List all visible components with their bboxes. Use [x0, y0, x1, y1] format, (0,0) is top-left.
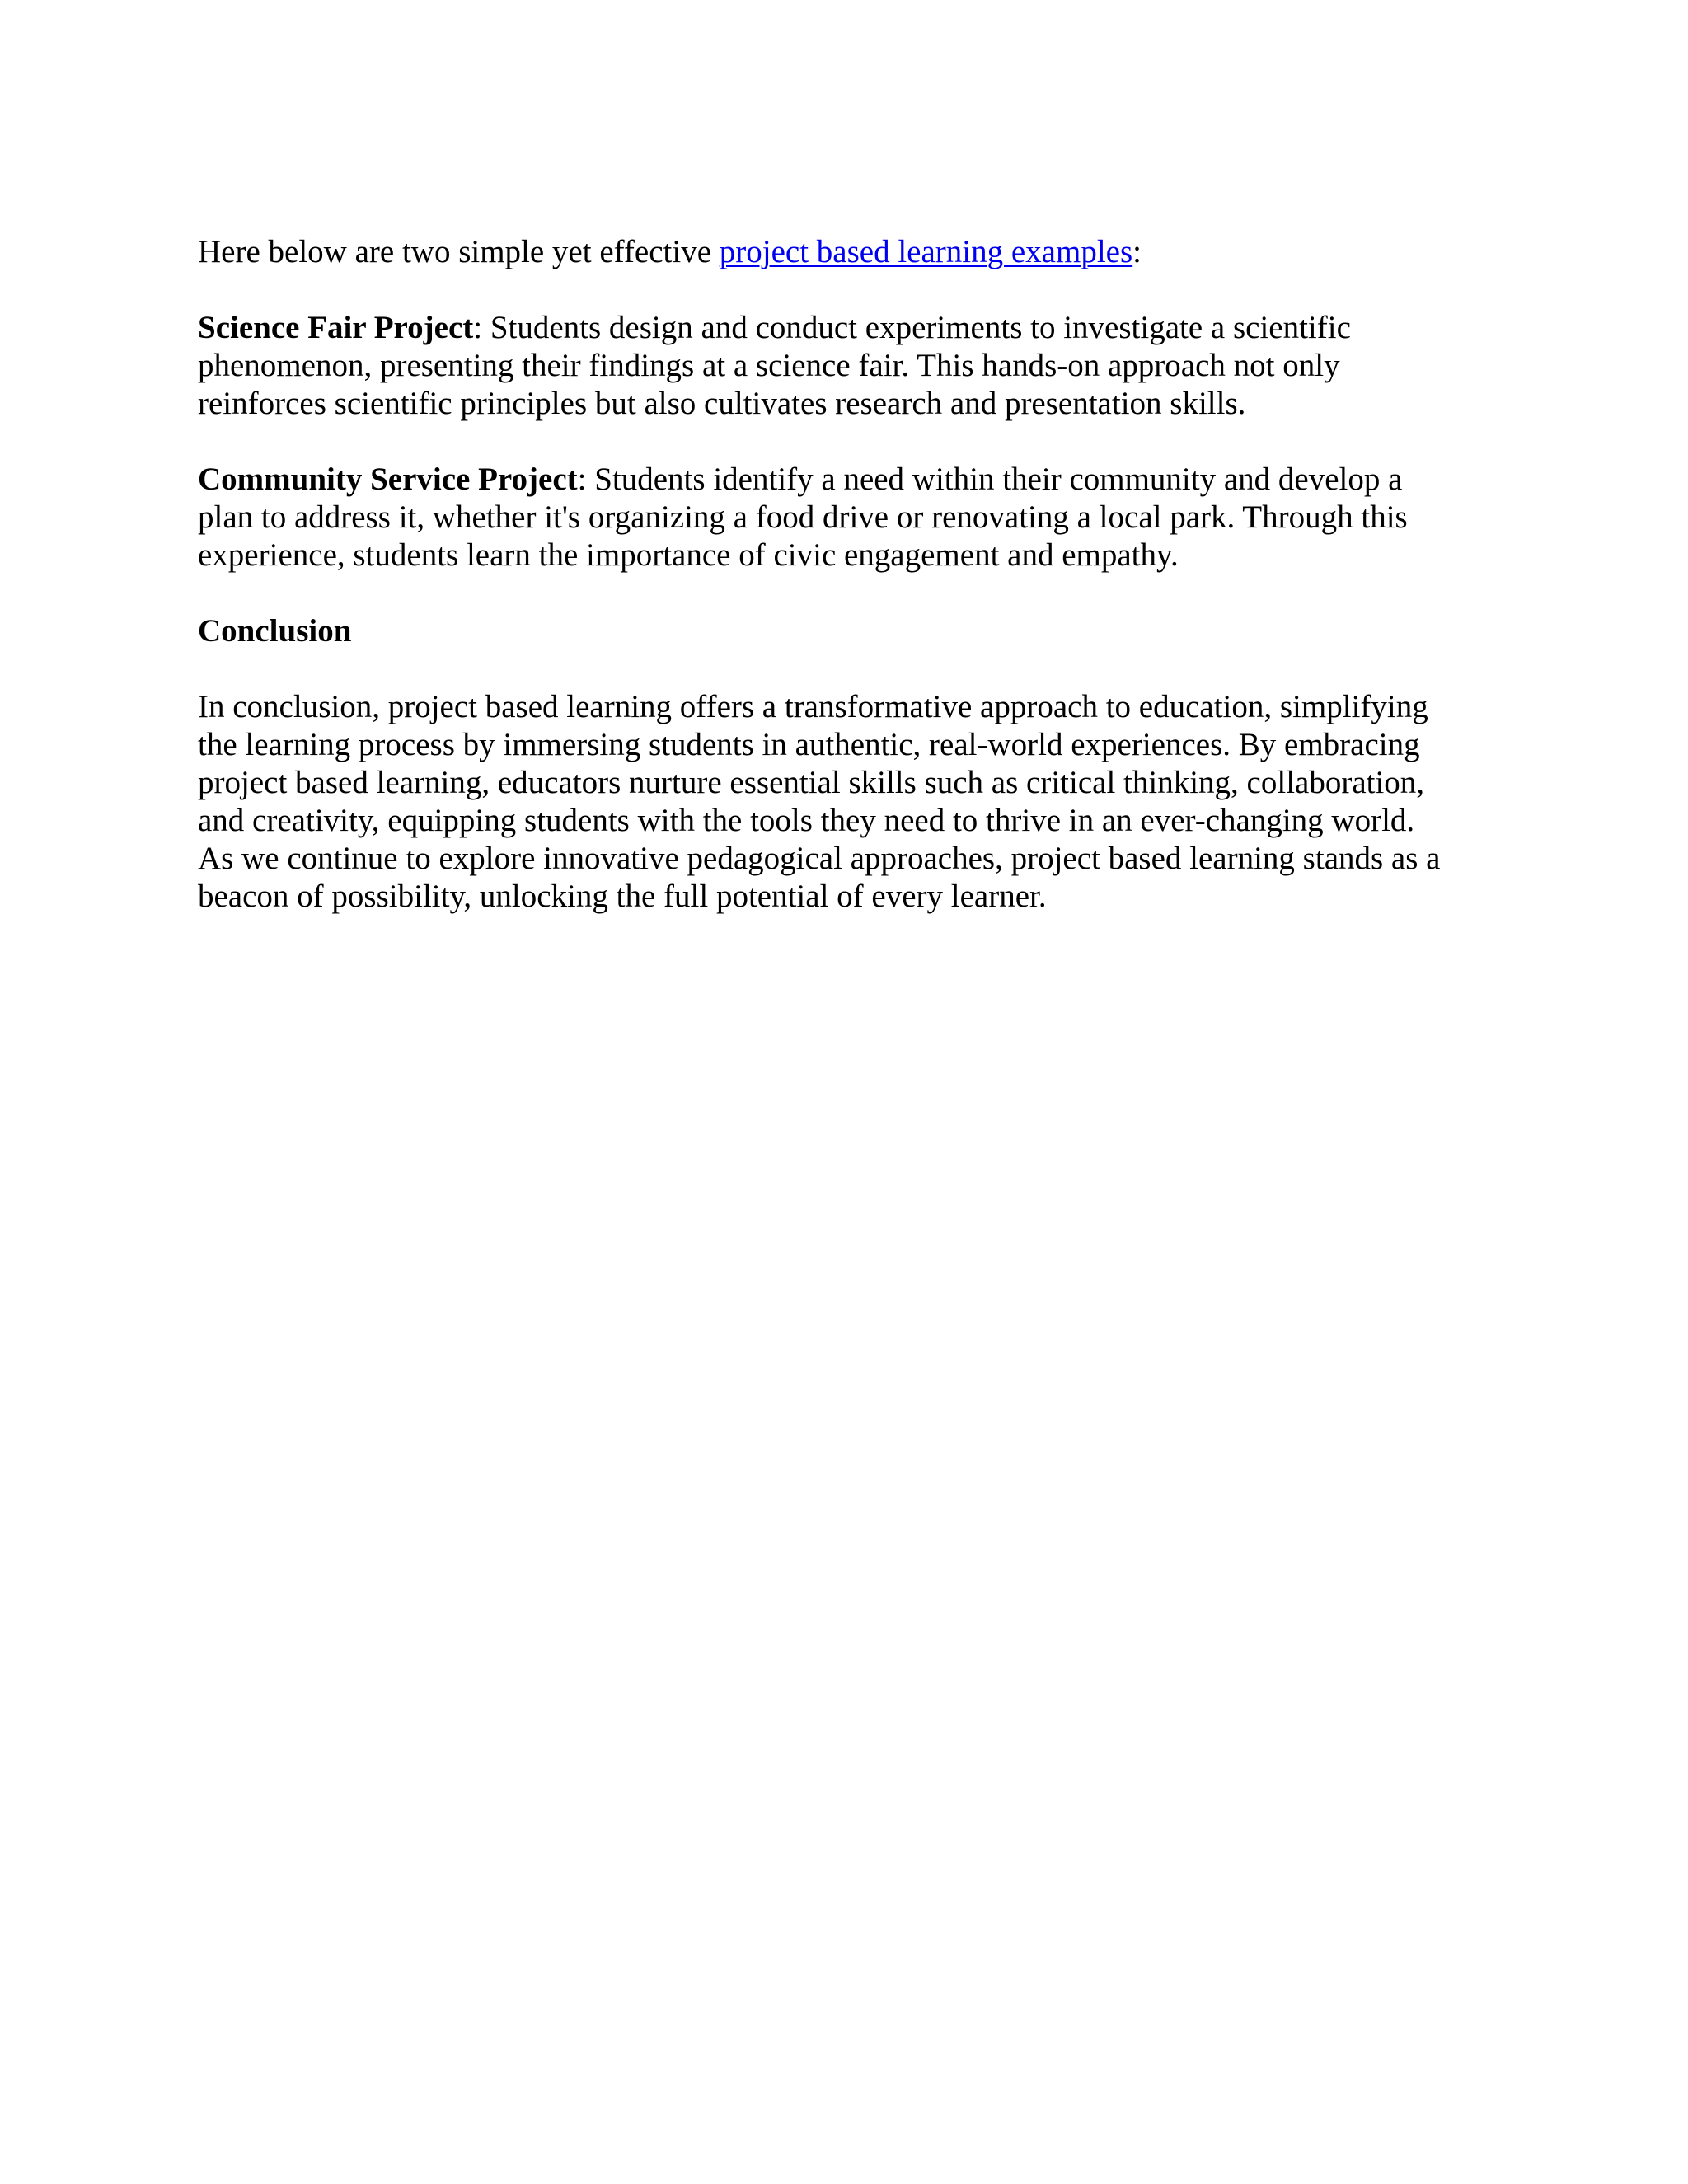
document-body	[198, 233, 1517, 916]
conclusion-line-1: In conclusion, project based learning offers a transformative approach to education, simplifying	[198, 689, 1428, 724]
conclusion-line-4: and creativity, equipping students with the tools they need to thrive in an ever-changing world.	[198, 803, 1415, 838]
community-service-text-1: : Students identify a need within their community and develop a	[577, 462, 1403, 497]
science-fair-text-1: : Students design and conduct experiments to investigate a scientific	[473, 310, 1351, 345]
project-based-learning-examples-link[interactable]: project based learning examples	[719, 234, 1133, 269]
conclusion-heading: Conclusion	[198, 613, 352, 649]
intro-colon: :	[1132, 234, 1142, 269]
science-fair-title: Science Fair Project	[198, 310, 474, 345]
science-fair-line-1	[198, 309, 1517, 347]
community-service-line-1	[198, 461, 1517, 499]
conclusion-line-5: As we continue to explore innovative pedagogical approaches, project based learning stands as a	[198, 841, 1441, 876]
intro-paragraph	[198, 233, 1517, 271]
science-fair-line-2: phenomenon, presenting their findings at a science fair. This hands-on approach not only	[198, 348, 1340, 383]
community-service-title: Community Service Project	[198, 462, 578, 497]
intro-text: Here below are two simple yet effective	[198, 234, 720, 269]
conclusion-line-3: project based learning, educators nurture essential skills such as critical thinking, collaboration,	[198, 765, 1425, 800]
community-service-line-2: plan to address it, whether it's organizing a food drive or renovating a local park. Through this	[198, 499, 1408, 535]
conclusion-paragraph	[198, 688, 1517, 916]
science-fair-line-3: reinforces scientific principles but also cultivates research and presentation skills.	[198, 386, 1246, 421]
community-service-paragraph	[198, 461, 1517, 574]
community-service-line-3: experience, students learn the importance of civic engagement and empathy.	[198, 537, 1179, 573]
science-fair-paragraph	[198, 309, 1517, 423]
conclusion-line-2: the learning process by immersing students in authentic, real-world experiences. By embracing	[198, 727, 1420, 762]
conclusion-line-6: beacon of possibility, unlocking the full potential of every learner.	[198, 879, 1047, 914]
